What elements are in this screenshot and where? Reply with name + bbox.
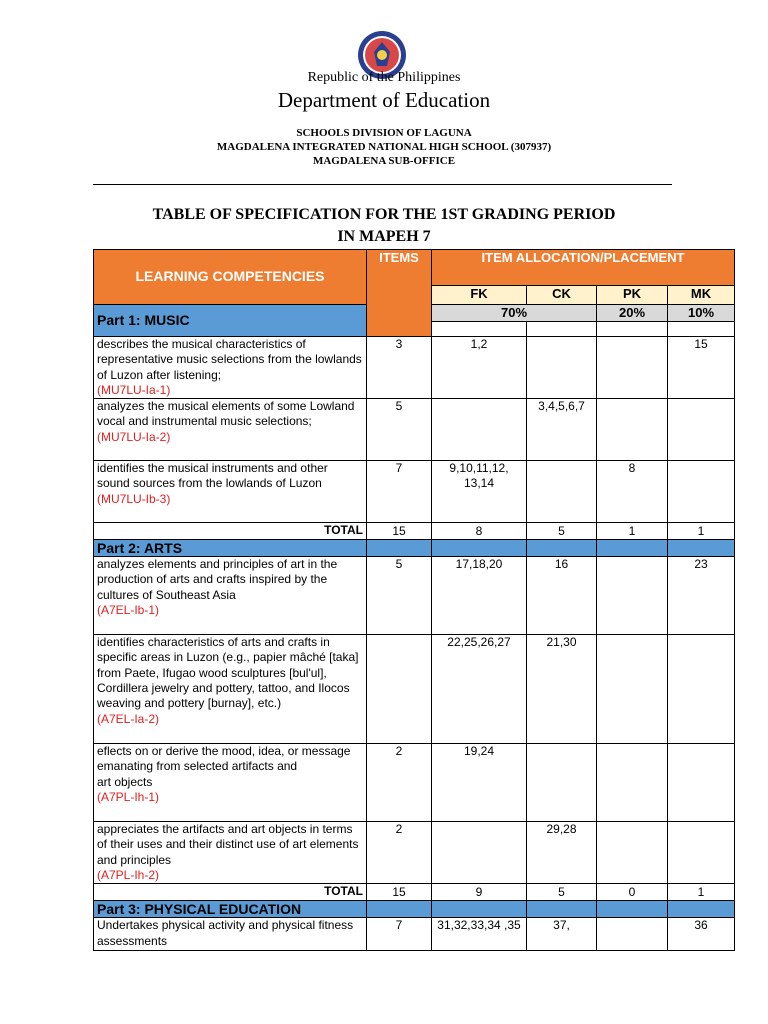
total-row — [94, 523, 735, 540]
total-ck: 5 — [527, 523, 597, 540]
department-name: Department of Education — [277, 88, 491, 112]
spacer-cell — [367, 540, 432, 557]
pk-cell — [597, 557, 668, 635]
table-row — [94, 557, 735, 635]
mk-cell — [668, 399, 735, 461]
ck-cell — [527, 461, 597, 523]
spacer-cell — [432, 901, 527, 918]
division-line: SCHOOLS DIVISION OF LAGUNA — [296, 127, 472, 139]
suboffice-line: MAGDALENA SUB-OFFICE — [312, 155, 456, 167]
part3-heading: Part 3: PHYSICAL EDUCATION — [94, 901, 367, 918]
competency-cell — [94, 399, 367, 461]
spacer-cell — [367, 901, 432, 918]
items-cell: 5 — [367, 399, 432, 461]
pk-cell — [597, 918, 668, 951]
competency-code: (A7PL-Ih-2) — [97, 868, 160, 883]
part-heading-row — [94, 540, 735, 557]
ck-cell: 3,4,5,6,7 — [527, 399, 597, 461]
mk-cell — [668, 744, 735, 822]
competency-code: (A7EL-Ib-1) — [97, 603, 160, 618]
ck-cell — [527, 744, 597, 822]
col-ck: CK — [527, 286, 597, 305]
fk-cell: 31,32,33,34 ,35 — [432, 918, 527, 951]
pct-fk-ck: 70% — [432, 305, 597, 322]
competency-cell — [94, 635, 367, 744]
total-ck: 5 — [527, 884, 597, 901]
competency-code: (MU7LU-Ia-1) — [97, 382, 171, 397]
spacer-cell — [597, 540, 668, 557]
republic-line: Republic of the Philippines — [307, 70, 461, 85]
col-fk: FK — [432, 286, 527, 305]
fk-cell: 19,24 — [432, 744, 527, 822]
pk-cell — [597, 337, 668, 399]
pk-cell — [597, 399, 668, 461]
competency-code: (A7EL-Ia-2) — [97, 711, 160, 726]
fk-cell: 1,2 — [432, 337, 527, 399]
col-item-allocation: ITEM ALLOCATION/PLACEMENT — [432, 250, 735, 286]
pk-cell: 8 — [597, 461, 668, 523]
pk-cell — [597, 635, 668, 744]
table-row — [94, 822, 735, 884]
mk-cell: 15 — [668, 337, 735, 399]
ck-cell: 21,30 — [527, 635, 597, 744]
table-row — [94, 337, 735, 399]
total-mk: 1 — [668, 884, 735, 901]
part2-heading: Part 2: ARTS — [94, 540, 367, 557]
document-title: TABLE OF SPECIFICATION FOR THE 1ST GRADING PERIOD — [152, 206, 616, 223]
items-cell: 5 — [367, 557, 432, 635]
col-learning-competencies: LEARNING COMPETENCIES — [94, 250, 367, 305]
mk-cell — [668, 635, 735, 744]
total-fk: 8 — [432, 523, 527, 540]
mk-cell — [668, 822, 735, 884]
competency-text: identifies characteristics of arts and crafts in specific areas in Luzon (e.g., papier mâché [taka] from Paete, Ifugao wood sculptures [bul'ul], Cordillera jewelry and pottery, tattoo, and Ilocos weaving and pottery [burnay], etc.) — [97, 635, 359, 711]
items-cell: 2 — [367, 744, 432, 822]
competency-text: identifies the musical instruments and other sound sources from the lowlands of Luzon — [97, 461, 328, 491]
col-mk: MK — [668, 286, 735, 305]
total-row — [94, 884, 735, 901]
school-line: MAGDALENA INTEGRATED NATIONAL HIGH SCHOOL (307937) — [216, 141, 552, 153]
spacer-cell — [668, 901, 735, 918]
competency-text: describes the musical characteristics of representative music selections from the lowlands of Luzon after listening; — [97, 337, 362, 382]
total-items: 15 — [367, 884, 432, 901]
pk-cell — [597, 822, 668, 884]
competency-cell — [94, 744, 367, 822]
spacer-cell — [432, 540, 527, 557]
competency-code: (MU7LU-Ia-2) — [97, 429, 171, 444]
spacer-cell — [432, 322, 527, 337]
table-row — [94, 744, 735, 822]
fk-cell — [432, 399, 527, 461]
fk-cell: 22,25,26,27 — [432, 635, 527, 744]
col-pk: PK — [597, 286, 668, 305]
specification-table — [93, 249, 735, 951]
mk-cell: 36 — [668, 918, 735, 951]
competency-code: (MU7LU-Ib-3) — [97, 491, 171, 506]
col-items: ITEMS — [367, 250, 432, 337]
pct-mk: 10% — [668, 305, 735, 322]
pk-cell — [597, 744, 668, 822]
total-mk: 1 — [668, 523, 735, 540]
competency-text: analyzes elements and principles of art in the production of arts and crafts inspired by the cultures of Southeast Asia — [97, 557, 338, 602]
spacer-cell — [597, 901, 668, 918]
mk-cell: 23 — [668, 557, 735, 635]
spacer-cell — [668, 540, 735, 557]
fk-cell — [432, 822, 527, 884]
ck-cell: 16 — [527, 557, 597, 635]
competency-cell — [94, 822, 367, 884]
part1-heading: Part 1: MUSIC — [94, 305, 367, 337]
competency-text: analyzes the musical elements of some Lowland vocal and instrumental music selections; — [97, 399, 355, 429]
pct-pk: 20% — [597, 305, 668, 322]
fk-cell: 9,10,11,12, 13,14 — [432, 461, 527, 523]
competency-text: Undertakes physical activity and physical fitness assessments — [97, 918, 354, 948]
fk-cell: 17,18,20 — [432, 557, 527, 635]
total-label: TOTAL — [94, 523, 367, 540]
table-row — [94, 461, 735, 523]
ck-cell: 29,28 — [527, 822, 597, 884]
table-row — [94, 635, 735, 744]
total-items: 15 — [367, 523, 432, 540]
spacer-cell — [527, 901, 597, 918]
ck-cell: 37, — [527, 918, 597, 951]
spacer-cell — [668, 322, 735, 337]
total-label: TOTAL — [94, 884, 367, 901]
spacer-cell — [597, 322, 668, 337]
items-cell — [367, 635, 432, 744]
table-row — [94, 918, 735, 951]
items-cell: 3 — [367, 337, 432, 399]
table-row — [94, 399, 735, 461]
competency-cell — [94, 557, 367, 635]
ck-cell — [527, 337, 597, 399]
document-subtitle: IN MAPEH 7 — [337, 228, 431, 245]
competency-cell — [94, 918, 367, 951]
competency-text: eflects on or derive the mood, idea, or message emanating from selected artifacts and art objects — [97, 744, 351, 789]
items-cell: 7 — [367, 461, 432, 523]
competency-text: appreciates the artifacts and art objects in terms of their uses and their distinct use of art elements and principles — [97, 822, 359, 867]
competency-cell — [94, 461, 367, 523]
spacer-cell — [527, 540, 597, 557]
competency-cell — [94, 337, 367, 399]
competency-code: (A7PL-Ih-1) — [97, 790, 160, 805]
items-cell: 2 — [367, 822, 432, 884]
total-fk: 9 — [432, 884, 527, 901]
part-heading-row — [94, 901, 735, 918]
total-pk: 1 — [597, 523, 668, 540]
spacer-cell — [527, 322, 597, 337]
header-divider — [93, 184, 672, 185]
items-cell: 7 — [367, 918, 432, 951]
total-pk: 0 — [597, 884, 668, 901]
mk-cell — [668, 461, 735, 523]
